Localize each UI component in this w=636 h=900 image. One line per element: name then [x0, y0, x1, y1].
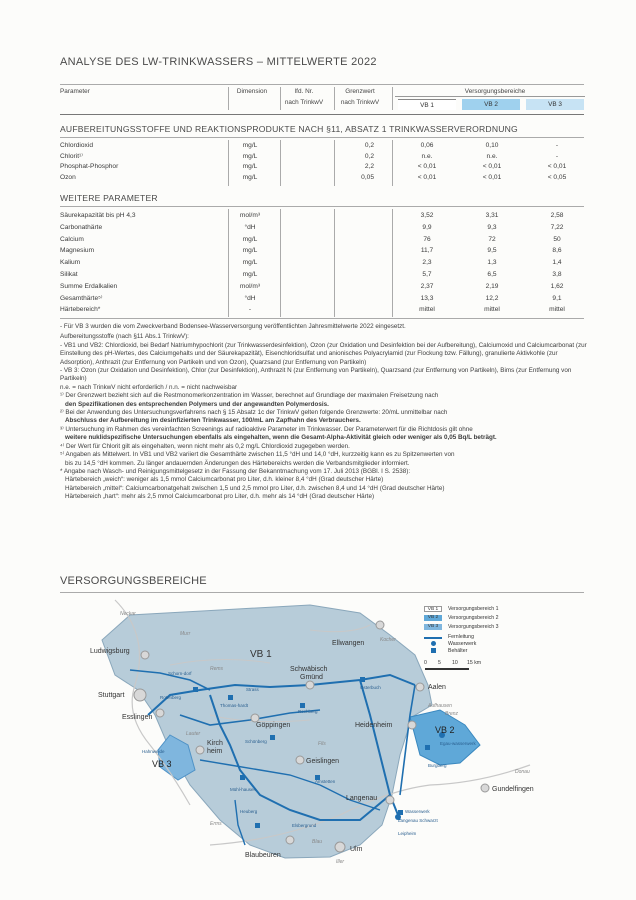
column-divider [392, 140, 393, 186]
legend-swatch-vb2: VB 2 [424, 615, 442, 621]
param-name: Chlorit¹⁾ [60, 152, 83, 160]
city-ulm: Ulm [350, 846, 363, 853]
footnote-1-bold: den Spezifikationen des entsprechenden Polymers und der angewandten Polymerdosis. [65, 400, 329, 408]
vb-header-rule [395, 96, 585, 97]
table-row [60, 258, 580, 267]
value-vb1: 2,3 [422, 259, 432, 267]
city-ellwangen: Ellwangen [332, 640, 365, 647]
river-label-murr: Murr [180, 631, 191, 637]
param-grenzwert: 2,2 [364, 163, 374, 170]
table-bottom-rule [60, 318, 584, 319]
footnote-1-cont [60, 401, 588, 409]
value-vb3: mittel [549, 306, 565, 314]
map-label-vb3: VB 3 [152, 759, 172, 769]
city-dot-esslingen [156, 709, 164, 717]
header-divider [334, 87, 335, 110]
supply-area-map [60, 595, 584, 867]
param-grenzwert: 0,05 [361, 173, 374, 181]
column-divider [280, 209, 281, 317]
param-dimension: °dH [244, 294, 256, 302]
legend-label-behaelter: Behälter [448, 648, 468, 654]
value-vb1: 76 [423, 235, 431, 243]
column-divider [334, 209, 335, 317]
table-row [60, 211, 580, 220]
river-label-lauter: Lauter [186, 731, 201, 737]
value-vb2: 9,3 [487, 223, 497, 231]
section2-title: WEITERE PARAMETER [60, 193, 158, 203]
page-title: ANALYSE DES LW-TRINKWASSERS – MITTELWERTE 2022 [60, 56, 377, 68]
value-vb2: 0,10 [485, 142, 499, 149]
scale-10: 10 [452, 660, 458, 666]
value-vb1: < 0,01 [417, 163, 437, 170]
scale-15: 15 km [467, 660, 482, 666]
notes-block [60, 323, 588, 502]
river-label-neckar: Neckar [120, 611, 136, 617]
value-vb3: 1,62 [550, 282, 564, 290]
table-row [60, 305, 580, 314]
wasserwerk-icon [431, 641, 436, 646]
city-dot-blaubeuren [286, 836, 294, 844]
param-dimension: mol/m³ [239, 282, 261, 290]
map-title-rule [60, 592, 584, 593]
param-name: Säurekapazität bis pH 4,3 [60, 212, 136, 219]
river-label-kocher: Kocher [380, 637, 396, 643]
param-name: Carbonathärte [60, 223, 103, 231]
header-parameter: Parameter [60, 88, 90, 95]
label-muehlhausen: Mühl-hausen [230, 787, 257, 792]
table-top-rule [60, 84, 584, 85]
value-vb1: 0,06 [420, 142, 434, 149]
label-amstetten: Amstetten [315, 779, 336, 784]
legend-label-pipeline: Fernleitung [448, 634, 474, 640]
scale-bar [425, 668, 469, 670]
city-heidenheim: Heidenheim [355, 722, 393, 729]
footnote-2-cont [60, 417, 588, 425]
header-dimension: Dimension [236, 88, 268, 95]
behaelter-icon [431, 648, 436, 653]
param-name: Silikat [60, 271, 78, 278]
label-elbergrund: Elsbergrund [292, 823, 317, 828]
footnote-5-cont: bis zu 14,5 °dH kommen. Zu länger andauernden Änderungen des Härtebereichs werden die Verbandsmitglieder informiert. [65, 459, 410, 467]
vb2-area [410, 710, 480, 765]
section1-rule [60, 137, 584, 138]
label-thomashardt: Thomas-hardt [220, 703, 249, 708]
header-lfd-nr: lfd. Nr. [294, 88, 314, 95]
table-row [60, 162, 580, 171]
city-stuttgart: Stuttgart [98, 692, 125, 699]
value-vb3: 8,6 [552, 247, 562, 255]
param-name: Ozon [60, 173, 76, 181]
river-label-fils: Fils [318, 741, 326, 747]
value-vb3: 7,22 [550, 223, 564, 231]
value-vb2: n.e. [486, 152, 498, 160]
header-bottom-rule [60, 114, 584, 115]
river-label-blau: Blau [312, 839, 323, 845]
city-schwaebisch: Schwäbisch [290, 666, 328, 673]
section1-title: AUFBEREITUNGSSTOFFE UND REAKTIONSPRODUKTE NACH §11, ABSATZ 1 TRINKWASSERVERORDNUNG [60, 124, 518, 134]
city-dot-ludwigsburg [141, 651, 149, 659]
city-geislingen: Geislingen [306, 758, 340, 765]
city-dot-langenau [386, 796, 394, 804]
value-vb2: 72 [488, 235, 496, 243]
river-label-donau: Donau [515, 769, 530, 775]
value-vb2: 12,2 [485, 294, 499, 302]
footnote-5: ⁵⁾ Angaben als Mittelwert. In VB1 und VB2 variiert die Gesamthärte zwischen 11,5 °dH und 14,0 °dH, kurzzeitig kann es zu Spitzenwerten von [60, 451, 455, 459]
city-dot-aalen [416, 683, 424, 691]
table-row [60, 173, 580, 182]
column-divider [392, 209, 393, 317]
value-vb1: 11,7 [420, 247, 434, 255]
river-label-rems: Rems [210, 666, 224, 672]
header-vb3: VB 3 [526, 99, 584, 110]
city-dot-gmuend [306, 681, 314, 689]
value-vb1: < 0,01 [417, 173, 437, 181]
value-vb3: 2,58 [550, 212, 564, 219]
value-vb3: 50 [553, 235, 561, 243]
param-name: Summe Erdalkalien [60, 282, 118, 290]
river-label-brenz: Brenz [445, 711, 459, 717]
value-vb1: mittel [419, 306, 435, 314]
value-vb1: n.e. [421, 152, 433, 160]
legend-swatch-vb1: VB 1 [424, 606, 442, 612]
param-dimension: mol/m³ [239, 212, 261, 219]
param-dimension: mg/L [242, 259, 258, 267]
label-langenau-schwaerz: Langenau Schwarzt [398, 818, 438, 823]
behaelter-marker [270, 735, 275, 740]
scale-5: 5 [438, 660, 441, 666]
city-goeppingen: Göppingen [256, 722, 291, 729]
value-vb1: 3,52 [420, 212, 434, 219]
header-versorgungsbereiche: Versorgungsbereiche [464, 88, 526, 95]
label-rotenberg: Rotenberg [160, 695, 182, 700]
city-dot-gundelfingen [481, 784, 489, 792]
column-divider [228, 209, 229, 317]
value-vb2: 3,31 [485, 212, 499, 219]
legend-label-vb2: Versorgungsbereich 2 [448, 615, 499, 621]
behaelter-marker [240, 775, 245, 780]
legend-scale [424, 659, 544, 667]
param-name: Magnesium [60, 247, 95, 255]
header-vb1: VB 1 [398, 99, 456, 110]
haertebereich-mittel: Härtebereich „mittel“: Calciumcarbonatgehalt zwischen 1,5 und 2,5 mmol pro Liter, d.h. zwischen 8,4 und 14 °dH (Grad deutscher Härte) [65, 484, 445, 492]
param-name: Calcium [60, 235, 84, 243]
value-vb1: 13,3 [420, 294, 434, 302]
value-vb2: 9,5 [487, 247, 497, 255]
param-name: Chlordioxid [60, 142, 93, 149]
header-grenzwert-sub: nach TrinkwV [340, 99, 380, 106]
table-row [60, 141, 580, 150]
header-grenzwert: Grenzwert [345, 88, 375, 95]
header-lfd-nr-sub: nach TrinkwV [284, 99, 324, 106]
label-heuberg: Heuberg [240, 809, 258, 814]
footnote-4: ⁴⁾ Der Wert für Chlorit gilt als eingehalten, wenn nicht mehr als 0,2 mg/L Chlordioxid zugegeben werden. [60, 442, 350, 450]
city-blaubeuren: Blaubeuren [245, 852, 281, 859]
table-row [60, 270, 580, 279]
map-label-vb2: VB 2 [435, 725, 455, 735]
value-vb3: < 0,01 [547, 163, 567, 170]
city-dot-kirchheim [196, 746, 204, 754]
param-name: Kalium [60, 259, 81, 267]
footnote-2: ²⁾ Bei der Anwendung des Untersuchungsverfahrens nach § 15 Absatz 1c der TrinkwV gelten folgende Grenzwerte: 20/mL unmittelbar nach [60, 409, 448, 417]
note-abbrev: n.e. = nach TrinkwV nicht erforderlich / n.n. = nicht nachweisbar [60, 383, 238, 391]
river-label-ems: Erms [210, 821, 222, 827]
footnote-3-bold: weitere nuklidspezifische Untersuchungen ebenfalls als eingehalten, wenn die Gesamt-Alpha-Aktivität gleich oder weniger als 0,05 Bq/L beträgt. [65, 434, 497, 442]
river-label-iller: Iller [336, 859, 345, 865]
legend-label-vb1: Versorgungsbereich 1 [448, 606, 499, 612]
value-vb2: 2,19 [485, 282, 499, 290]
city-esslingen: Esslingen [122, 714, 153, 721]
header-divider [392, 87, 393, 110]
param-dimension: mg/L [242, 235, 258, 243]
label-hahnweide: Hahnweide [142, 749, 165, 754]
behaelter-marker [193, 687, 198, 692]
value-vb3: < 0,05 [547, 173, 567, 181]
param-dimension: mg/L [242, 247, 258, 255]
label-leipheim: Leipheim [398, 831, 417, 836]
city-gundelfingen: Gundelfingen [492, 786, 534, 793]
param-dimension: mg/L [242, 173, 258, 181]
param-name: Härtebereich* [60, 306, 101, 314]
value-vb2: < 0,01 [482, 173, 502, 181]
city-dot-stuttgart [134, 689, 146, 701]
footnote-2-bold: Abschluss der Aufbereitung im desinfizierten Trinkwasser, 100/mL am Zapfhahn des Verbrauchers. [65, 417, 361, 425]
param-dimension: - [248, 306, 252, 314]
param-dimension: mg/L [242, 142, 258, 149]
value-vb3: 1,4 [552, 259, 562, 267]
city-dot-ellwangen [376, 621, 384, 629]
footnote-3-cont [60, 434, 588, 442]
param-grenzwert: 0,2 [364, 152, 374, 160]
map-title: VERSORGUNGSBEREICHE [60, 575, 207, 587]
pipeline-icon [424, 637, 442, 639]
table-row [60, 223, 580, 232]
haertebereich-weich: Härtebereich „weich“: weniger als 1,5 mmol Calciumcarbonat pro Liter, d.h. kleiner 8,4 °dH (Grad deutscher Härte) [65, 476, 384, 484]
legend-swatch-vb3: VB 3 [424, 624, 442, 630]
table-row [60, 152, 580, 161]
value-vb1: 2,37 [420, 282, 434, 290]
param-name: Gesamthärte⁵⁾ [60, 294, 103, 302]
param-name: Phosphat-Phosphor [60, 163, 119, 170]
value-vb1: 5,7 [422, 271, 432, 278]
haertebereich-hart: Härtebereich „hart“: mehr als 2,5 mmol Calciumcarbonat pro Liter, d.h. mehr als 14 °dH (Grad deutscher Härte) [65, 493, 375, 501]
label-rechberg: Rechberg [298, 709, 318, 714]
behaelter-marker [255, 823, 260, 828]
value-vb2: < 0,01 [482, 163, 502, 170]
table-row [60, 282, 580, 291]
header-divider [228, 87, 229, 110]
table-row [60, 294, 580, 303]
city-dot-goeppingen [251, 714, 259, 722]
value-vb2: 6,5 [487, 271, 497, 278]
note-vb3-stoffe: - VB 3: Ozon (zur Oxidation und Desinfektion), Chlor (zur Desinfektion), Anthrazit N (zur Entfernung von Partikeln), Quarzsand (zur Entfernung von Partikeln), Bims (zur Entfernung von Partikeln) [60, 367, 572, 383]
footnote-3: ³⁾ Untersuchung im Rahmen des vereinfachten Screenings auf radioaktive Parameter im Trinkwasser. Der Parameterwert für die Richtdosis gilt ohne [60, 425, 473, 433]
behaelter-marker [300, 703, 305, 708]
footnote-star: * Angabe nach Wasch- und Reinigungsmittelgesetz in der Fassung der Bekanntmachung vom 17. Juli 2013 (BGBl. I S. 2538): [60, 467, 411, 475]
param-dimension: mg/L [242, 163, 258, 170]
city-ludwigsburg: Ludwigsburg [90, 648, 130, 655]
city-langenau: Langenau [346, 795, 378, 802]
behaelter-marker [425, 745, 430, 750]
behaelter-marker [360, 677, 365, 682]
city-heim: heim [207, 748, 223, 755]
column-divider [334, 140, 335, 186]
label-strasse: Strass [246, 687, 259, 692]
param-dimension: °dH [244, 223, 256, 231]
header-vb2: VB 2 [462, 99, 520, 110]
map-label-vb1: VB 1 [250, 649, 272, 660]
city-dot-heidenheim [408, 721, 416, 729]
param-grenzwert: 0,2 [364, 142, 374, 149]
value-vb2: mittel [484, 306, 500, 314]
param-dimension: mg/L [242, 152, 258, 160]
legend-label-vb3: Versorgungsbereich 3 [448, 624, 499, 630]
city-dot-ulm [335, 842, 345, 852]
table-row [60, 246, 580, 255]
label-schorndorf: Schorn-dorf [168, 671, 192, 676]
river-label-aufhausen: Aufhausen [428, 703, 452, 709]
label-osterbuch: Osterbuch [360, 685, 381, 690]
note-vb3: - Für VB 3 wurden die vom Zweckverband Bodensee-Wasserversorgung veröffentlichten Jahresmittelwerte 2022 eingesetzt. [60, 323, 406, 330]
value-vb3: 3,8 [552, 271, 562, 278]
value-vb1: 9,9 [422, 223, 432, 231]
label-schoenberg: Schönberg [245, 739, 267, 744]
label-burgberg: Burgberg [428, 763, 447, 768]
value-vb3: - [555, 152, 559, 160]
section2-rule [60, 206, 584, 207]
city-kirch: Kirch [207, 740, 223, 747]
column-divider [228, 140, 229, 186]
value-vb2: 1,3 [487, 259, 497, 267]
city-aalen: Aalen [428, 684, 446, 691]
label-wasserwerk-langenau: Wasserwerk [405, 809, 430, 814]
note-aufbereitung-title: Aufbereitungsstoffe (nach §11 Abs.1 TrinkwV): [60, 333, 189, 341]
city-gmuend: Gmünd [300, 674, 323, 681]
behaelter-marker [228, 695, 233, 700]
note-vb1-vb2: - VB1 und VB2: Chlordioxid, bei Bedarf Natriumhypochlorit (zur Trinkwasserdesinfektion), Ozon (zur Oxidation und Desinfektion bei der Aufbereitung), Calciumoxid und Calciumcarbonat (zur Einstellung des pH-Wertes, des Calciumgehalts und der Säurekapazität), Eisenchloridsulfat und anionisches Polyacrylamid (zur Flockung bzw. Fällung), granulierte Aktivkohle (zur Adsorption), Anthrazit (zur Entfernung von Partikeln und von Ozon), Quarzsand (zur Entfernung von Partikeln) [60, 341, 587, 366]
column-divider [280, 140, 281, 186]
legend-label-wasserwerk: Wasserwerk [448, 641, 477, 647]
table-row [60, 235, 580, 244]
scale-0: 0 [424, 660, 427, 666]
city-dot-geislingen [296, 756, 304, 764]
value-vb3: 9,1 [552, 294, 562, 302]
param-dimension: mg/L [242, 271, 258, 278]
label-egelwasserwerk: Egau-wasserwerk [440, 741, 476, 746]
footnote-1: ¹⁾ Der Grenzwert bezieht sich auf die Restmonomerkonzentration im Wasser, berechnet auf Grundlage der maximalen Freisetzung nach [60, 392, 439, 400]
value-vb3: - [555, 142, 559, 149]
header-divider [280, 87, 281, 110]
